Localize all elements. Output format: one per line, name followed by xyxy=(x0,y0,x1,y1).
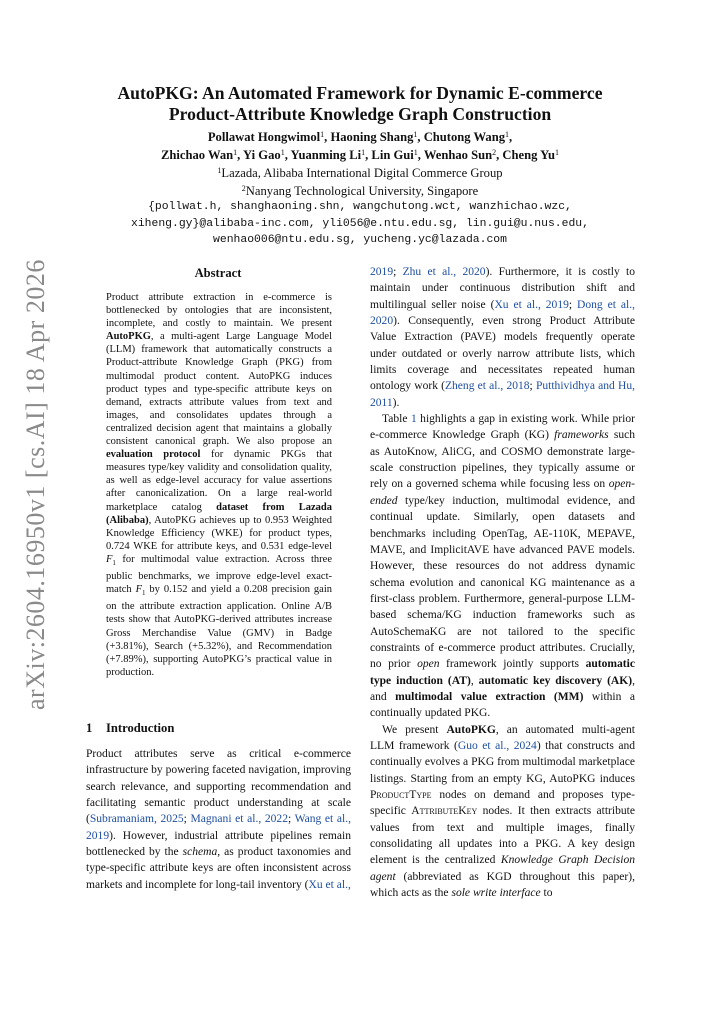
math-f: F xyxy=(135,584,142,596)
body-text: ) that constructs and continually evolves a PKG from multimodal marketplace listings. Starting from an empty KG, AutoPKG induces xyxy=(370,739,635,785)
citation-link[interactable]: Zheng et al., 2018 xyxy=(444,380,530,393)
body-italic: schema xyxy=(182,846,218,859)
body-text: Table xyxy=(382,413,411,426)
body-italic: frameworks xyxy=(554,429,609,442)
author-aff: 1 xyxy=(413,148,418,157)
abstract-heading: Abstract xyxy=(194,266,242,280)
intro-paragraph xyxy=(86,746,351,893)
body-text: type/key induction, multimodal evidence, and continual update. Similarly, open datasets and benchmarks including OpenTag, AE-110K, MEPAVE, MAVE, and ImplicitAVE have advanced PAVE models. However, these resources do not address dynamic schema evolution and canonical KG maintenance as a first-class problem. Furthermore, general-purpose LLM-based schema/KG induction frameworks such as AutoSchemaKG are not tailored to the specific constraints of e-commerce product attributes. Crucially, no prior xyxy=(370,494,635,671)
abstract-bold: evaluation protocol xyxy=(106,449,201,461)
right-paragraph-3 xyxy=(370,722,635,902)
citation-link[interactable]: Wang et al., 2019 xyxy=(86,813,351,842)
body-text: , an automated multi-agent LLM framework ( xyxy=(370,723,635,752)
arxiv-stamp[interactable]: arXiv:2604.16950v1 [cs.AI] 18 Apr 2026 xyxy=(21,259,50,710)
author-aff: 1 xyxy=(555,148,560,157)
citation-link[interactable]: Zhu et al., 2020 xyxy=(402,266,486,278)
author-name: Haoning Shang xyxy=(330,130,414,144)
author-name: Yuanming Li xyxy=(290,148,362,162)
body-text: ). However, industrial attribute pipelines remain bottlenecked by the xyxy=(86,829,351,859)
citation-link[interactable]: 2019 xyxy=(370,266,394,278)
right-paragraph-2 xyxy=(370,411,635,722)
body-smallcaps: AttributeKey xyxy=(411,805,478,818)
abstract-text: for multimodal value extraction. Across three public benchmarks, we improve edge-level exact-match xyxy=(106,553,332,596)
paper-title xyxy=(80,83,640,125)
body-text: ). Consequently, even strong Product Attribute Value Extraction (PAVE) models frequently operate under outdated or overly narrow attribute lists, which limits coverage and necessitates repeated human ontology work ( xyxy=(370,315,635,393)
author-line-1: Pollawat Hongwimol$^1$, Haoning Shang$^1$, Chutong Wang$^1$, xyxy=(207,130,513,144)
body-bold: AutoPKG xyxy=(446,723,496,736)
author-name: Cheng Yu xyxy=(502,148,556,162)
abstract-text: , a multi-agent Large Language Model (LLM) framework that automatically constructs a Product-attribute Knowledge Graph (PKG) from multimodal product content. AutoPKG induces product types and type-specific attribute keys on demand, extracts attribute values from text and images, and consolidates updates through a centralized decision agent that maintains a globally consistent canonical graph. We also propose an xyxy=(106,331,332,448)
author-aff: 1 xyxy=(320,130,325,139)
body-text: ; xyxy=(393,266,403,278)
author-name: Chutong Wang xyxy=(423,130,505,144)
affiliation-text: Nanyang Technological University, Singapore xyxy=(245,184,479,198)
body-text: framework jointly supports xyxy=(439,658,586,671)
author-name: Wenhao Sun xyxy=(423,148,493,162)
table-ref-link[interactable]: 1 xyxy=(410,413,417,426)
author-name: Yi Gao xyxy=(243,148,281,162)
body-text: nodes on demand and proposes type-specific xyxy=(370,789,635,818)
body-text: , as product taxonomies and type-specific attribute keys are often inconsistent across markets and incomplete for long-tail inventory ( xyxy=(86,846,351,891)
math-sub: 1 xyxy=(142,589,146,598)
section-title: Introduction xyxy=(106,721,175,735)
citation-link[interactable]: Magnani et al., 2022 xyxy=(190,813,288,826)
title-line-2: Product-Attribute Knowledge Graph Construction xyxy=(168,104,552,124)
author-aff: 1 xyxy=(280,148,285,157)
section-heading-introduction xyxy=(86,721,350,736)
author-aff: 2 xyxy=(492,148,497,157)
right-paragraph-1 xyxy=(370,264,635,411)
author-name: Lin Gui xyxy=(371,148,414,162)
abstract-text: for dynamic PKGs that measures type/key validity and consolidation quality, as well as edge-level accuracy for value assertions after canonicalization. On a large real-world marketplace catalog xyxy=(106,449,332,513)
author-block xyxy=(80,128,640,200)
abstract-text: , AutoPKG achieves up to 0.953 Weighted Knowledge Efficiency (WKE) for product types, 0.724 WKE for attribute keys, and 0.531 edge-level xyxy=(106,514,332,552)
affiliation-text: Lazada, Alibaba International Digital Commerce Group xyxy=(221,166,503,180)
body-text: ). xyxy=(392,396,400,409)
body-text: highlights a gap in existing work. While prior e-commerce Knowledge Graph (KG) xyxy=(370,413,635,442)
author-aff: 1 xyxy=(361,148,366,157)
citation-link[interactable]: Xu et al., xyxy=(308,878,351,891)
citation-link[interactable]: Subramaniam, 2025 xyxy=(89,813,184,826)
citation-link[interactable]: Guo et al., 2024 xyxy=(457,739,537,752)
affiliation-2 xyxy=(80,182,640,200)
author-aff: 1 xyxy=(505,130,509,139)
abstract-bold: dataset from Lazada (Alibaba) xyxy=(106,501,332,526)
body-text: nodes. It then extracts attribute values from text and multiple images, finally consolidating all updates into a PKG. A key design element is the centralized xyxy=(370,805,635,867)
body-text: ; xyxy=(568,298,578,311)
body-text: to xyxy=(540,887,553,900)
email-line-2[interactable]: xiheng.gy}@alibaba-inc.com, yli056@e.ntu.edu.sg, lin.gui@u.nus.edu, xyxy=(131,217,589,230)
body-bold: automatic key discovery (AK) xyxy=(478,674,633,687)
math-sub: 1 xyxy=(112,558,116,567)
body-text: (abbreviated as KGD throughout this paper), which acts as the xyxy=(370,870,635,900)
affiliation-num: 2 xyxy=(241,184,246,193)
author-name: Pollawat Hongwimol xyxy=(207,130,321,144)
body-text: ; xyxy=(183,813,191,826)
body-text: Product attributes serve as critical e-commerce infrastructure by powering faceted navigation, improving search relevance, and supporting recommendation and facilitating semantic product understanding at scale ( xyxy=(86,748,351,826)
citation-link[interactable]: Xu et al., 2019 xyxy=(494,298,569,311)
body-italic: open-ended xyxy=(370,478,635,507)
section-number: 1 xyxy=(86,721,93,735)
abstract-text: Product attribute extraction in e-commerce is bottlenecked by ontologies that are inconsistent, incomplete, and costly to maintain. We present xyxy=(106,292,332,330)
abstract-body xyxy=(106,291,332,679)
right-column xyxy=(370,264,635,901)
citation-link[interactable]: Dong et al., 2020 xyxy=(370,298,635,328)
affiliation-1 xyxy=(80,164,640,182)
body-text: ; xyxy=(287,813,295,826)
body-bold: multimodal value extraction (MM) xyxy=(395,690,584,703)
body-text: within a continually updated PKG. xyxy=(370,690,635,720)
math-f: F xyxy=(106,553,113,565)
body-text: ; xyxy=(529,380,536,393)
body-smallcaps: ProductType xyxy=(370,789,432,801)
body-italic: Knowledge Graph Decision agent xyxy=(370,854,635,883)
body-italic: open xyxy=(417,658,440,671)
body-text: We present xyxy=(382,723,447,736)
affiliation-num: 1 xyxy=(217,166,222,175)
body-text: ). Furthermore, it is costly to maintain under continuous distribution shift and multilingual seller noise ( xyxy=(370,266,635,311)
author-line-2: Zhichao Wan$^1$, Yi Gao$^1$, Yuanming Li$^1$, Lin Gui$^1$, Wenhao Sun$^2$, Cheng Yu$^1$ xyxy=(160,148,560,162)
body-italic: sole write interface xyxy=(451,887,541,900)
author-aff: 1 xyxy=(233,148,238,157)
author-name: Zhichao Wan xyxy=(160,148,234,162)
body-text: such as AutoKnow, AliCG, and COSMO demonstrate large-scale construction pipelines, they typically assume or rely on a governed schema while focusing less on xyxy=(370,429,635,491)
body-text: , and xyxy=(370,674,635,703)
body-bold: automatic type induction (AT) xyxy=(370,658,635,687)
citation-link[interactable]: Putthividhya and Hu, 2011 xyxy=(370,380,635,409)
email-line-3[interactable]: wenhao006@ntu.edu.sg, yucheng.yc@lazada.com xyxy=(213,234,507,246)
author-aff: 1 xyxy=(413,130,418,139)
abstract-bold: AutoPKG xyxy=(106,331,151,343)
title-line-1: AutoPKG: An Automated Framework for Dynamic E-commerce xyxy=(117,83,603,103)
email-block xyxy=(80,199,640,249)
abstract-text: by 0.152 and yield a 0.208 precision gain on the attribute extraction application. Online A/B tests show that AutoPKG-derived attributes increase Gross Merchandise Value (GMV) in Badge (+3.81%), Search (+5.32%), and Recommendation (+7.89%), supporting AutoPKG’s practical value in production. xyxy=(106,584,332,678)
body-text: , xyxy=(470,674,479,687)
email-line-1[interactable]: {pollwat.h, shanghaoning.shn, wangchutong.wct, wanzhichao.wzc, xyxy=(148,201,572,213)
